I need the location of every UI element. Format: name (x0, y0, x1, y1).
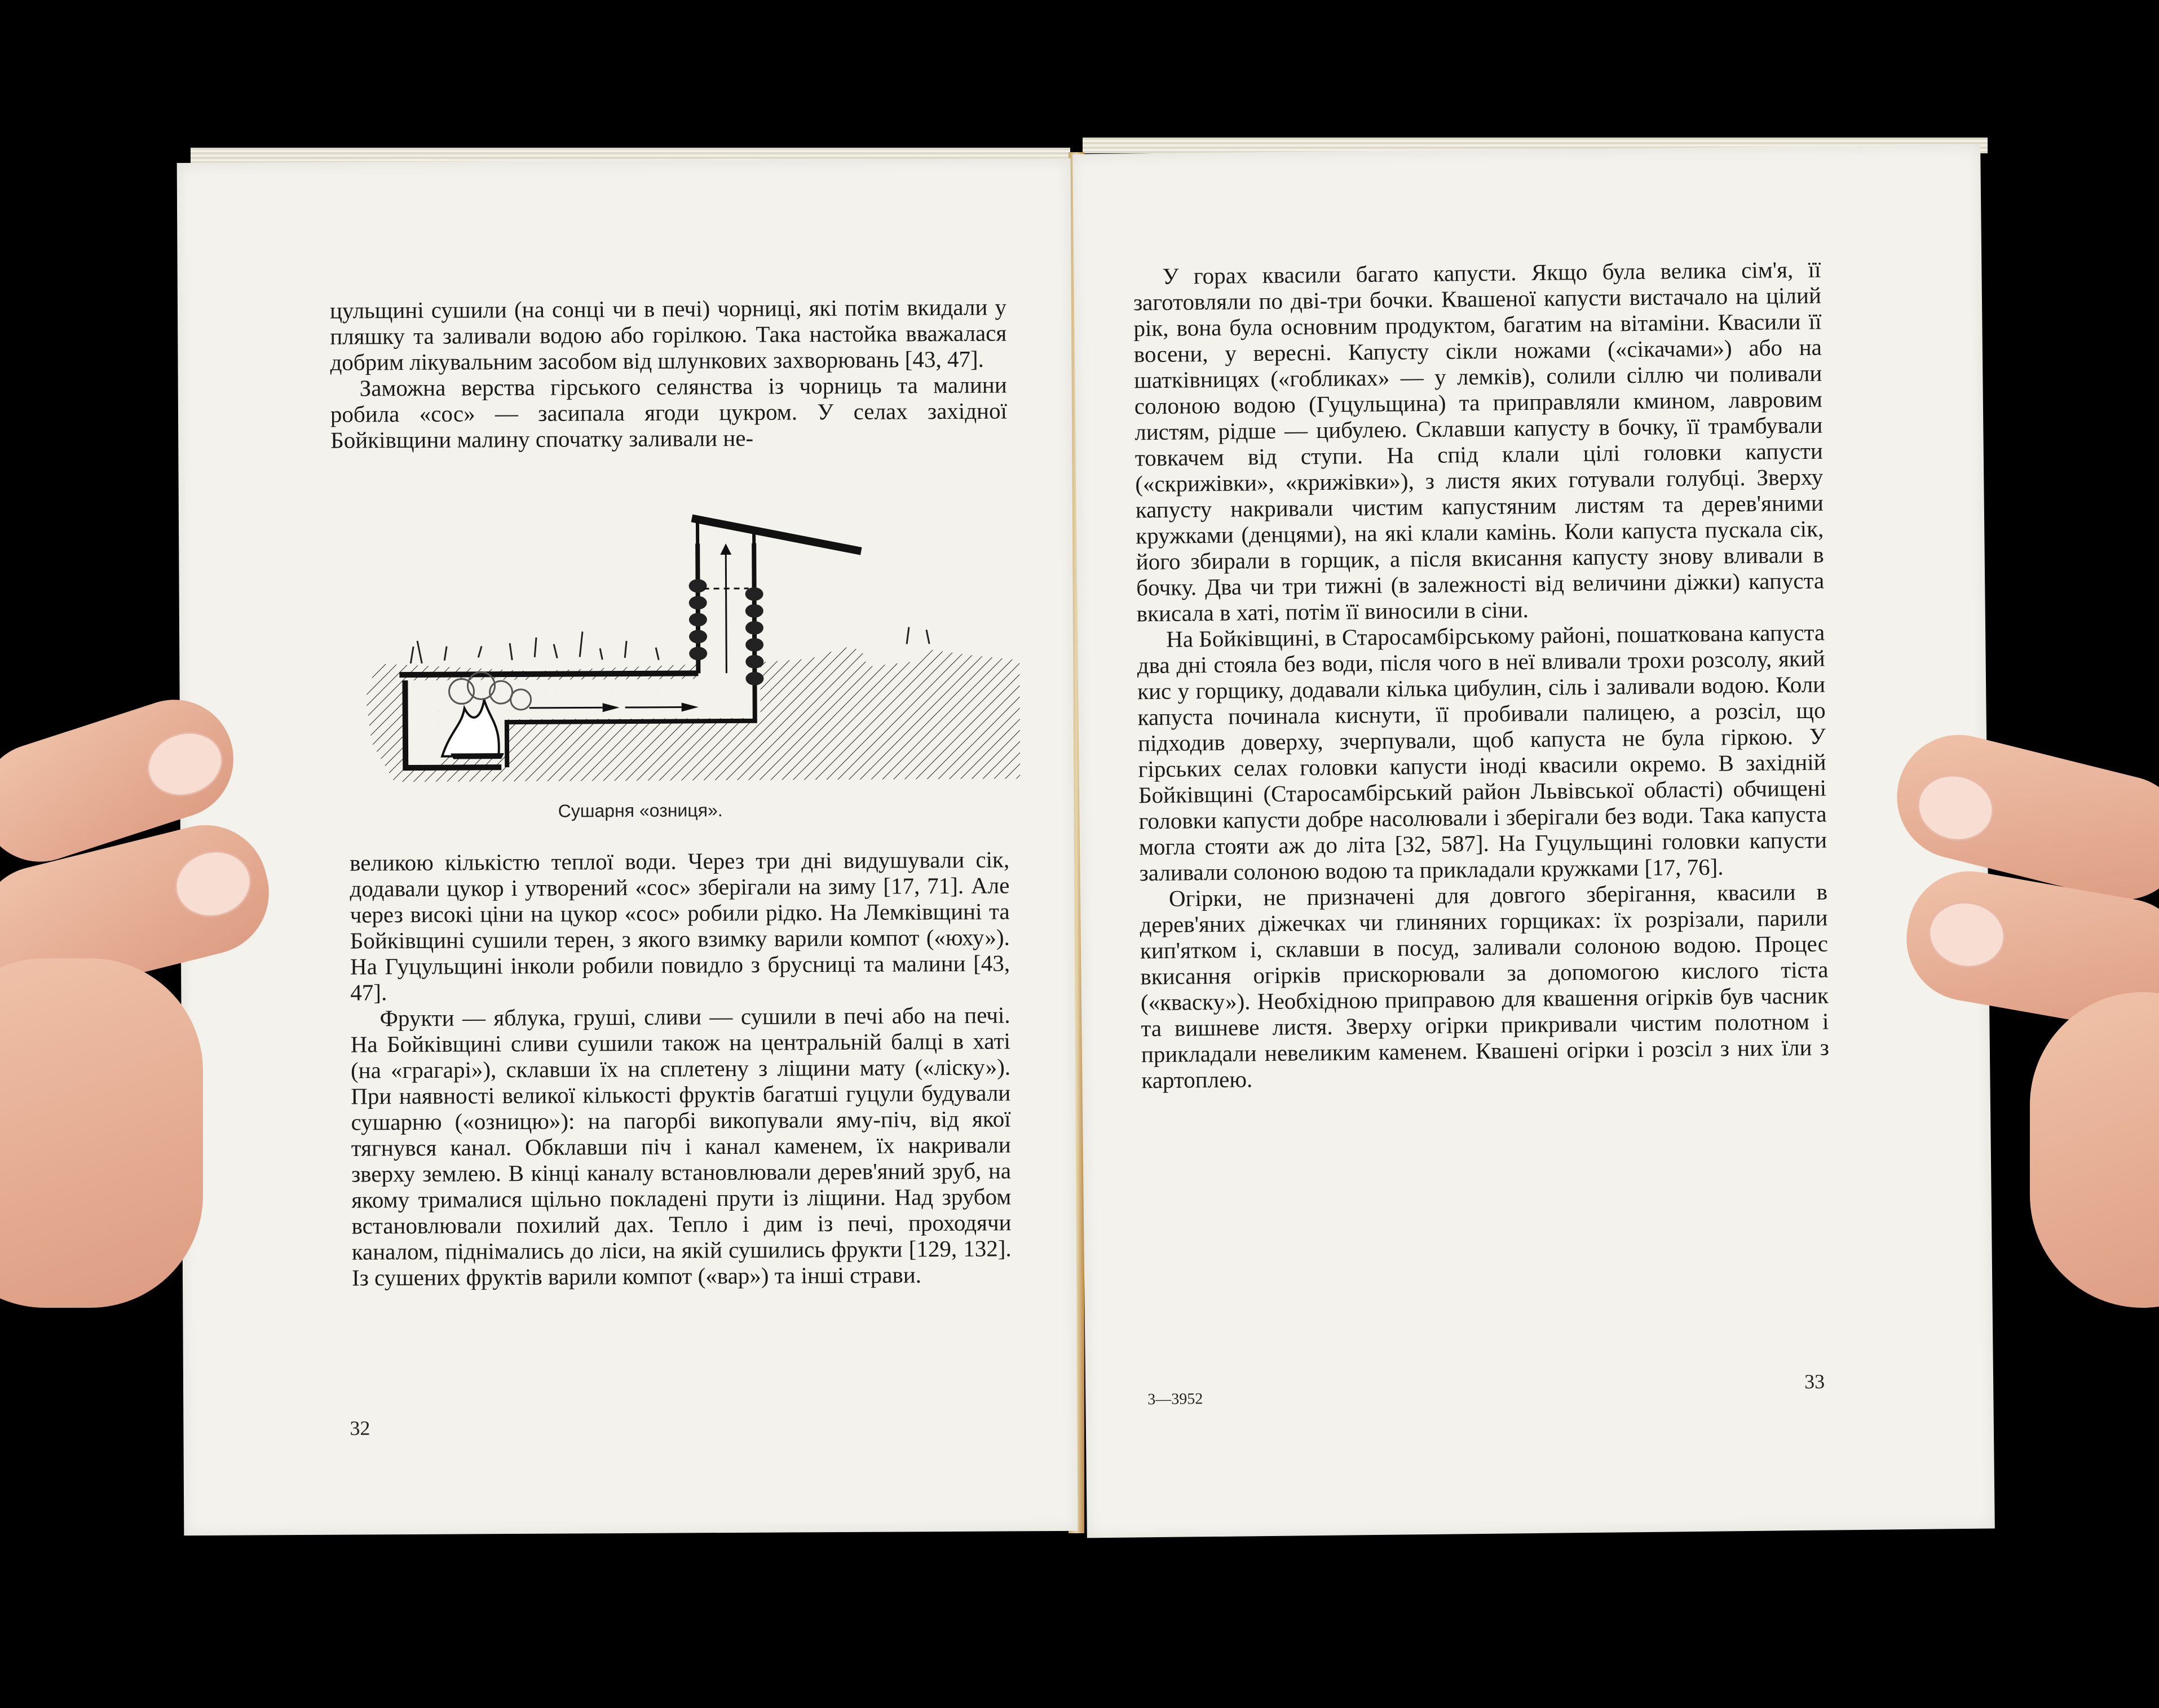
left-page (177, 158, 1078, 1536)
printer-signature: 3—3952 (1147, 1390, 1203, 1409)
drying-kiln-illustration (364, 457, 1020, 782)
paragraph: Заможна верства гірського селянства із чорниць та малини робила «сос» — засипала ягоди цукром. У селах західної Бойківщини малину спочатку заливали не- (330, 371, 1008, 453)
left-hand-palm (0, 958, 203, 1308)
paragraph: У горах квасили багато капусти. Якщо була велика сім'я, її заготовляли по дві-три бочки. Квашеної капусти вистачало на цілий рік, вона була основним продуктом, багатим на вітаміни. Квасили її восени, у вересні. Капусту сікли ножами («сікачами») або на шатківницях («гобликах» — у лемків), солили сіллю чи поливали солоною водою (Гуцульщина) та приправляли кмином, лавровим листям, рідше — цибулею. Склавши капусту в бочку, її трамбували товкачем від ступи. На спід клали цілі головки капусти («скрижівки», «крижівки»), з листя яких готували голубці. Зверху капусту накривали чистим капустяним листям та дерев'яними кружками (денцями), на які клали камінь. Коли капуста пускала сік, його збирали в горщик, а після вкисання капусту знову вливали в бочку. Два чи три тижні (в залежності від величини діжки) капуста вкисала в хаті, потім її виносили в сіни. (1133, 256, 1825, 627)
page-number: 32 (350, 1417, 370, 1440)
right-page (1072, 145, 1995, 1538)
paragraph: Фрукти — яблука, груші, сливи — сушили в печі або на печі. На Бойківщині сливи сушили також на центральній балці в хаті (на «грагарі»), склавши їх на сплетену з ліщини мату («ліску»). При наявності великої кількості фруктів багатші гуцули будували сушарню («озницю»): на пагорбі викопували яму-піч, від якої тягнувся канал. Обклавши піч і канал каменем, їх накривали зверху землею. В кінці каналу встановлювали дерев'яний зруб, на якому трималися щільно покладені прути із ліщини. Над зрубом встановлювали похилий дах. Тепло і дим із печі, проходячи каналом, піднімались до ліси, на якій сушились фрукти [129, 132]. Із сушених фруктів варили компот («вар») та інші страви. (350, 1002, 1012, 1291)
paragraph: На Бойківщині, в Старосамбірському районі, пошаткована капуста два дні стояла без води, після чого в неї вливали трохи розсолу, який кис у горщику, додавали кілька цибулин, сіль і заливали водою. Коли капуста починала киснути, її пробивали палицею, а розсіл, що підходив доверху, зчерпували, щоб капуста не була гіркою. У гірських селах головки капусти іноді квасили окремо. В західній Бойківщині (Старосамбірський район Львівської області) обчищені головки капусти добре насолювали і зберігали без води. Така капуста могла стояти аж до літа [32, 587]. На Гуцульщині головки капусти заливали солоною водою та прикладали кружками [17, 76]. (1137, 619, 1827, 886)
paragraph: великою кількістю теплої води. Через три дні видушували сік, додавали цукор і утворений «сос» зберігали на зиму [17, 71]. Але через високі ціни на цукор «сос» робили рідко. На Лемківщині та Бойківщині сушили терен, з якого взимку варили компот («юху»). На Гуцульщині інколи робили повидло з брусниці та малини [43, 47]. (350, 846, 1010, 1006)
left-text-top (330, 294, 1007, 453)
left-text-bottom (350, 846, 1012, 1290)
paragraph: Огірки, не призначені для довгого зберігання, квасили в дерев'яних діжечках чи глиняних горщиках: їх розрізали, парили кип'ятком і, склавши в посуд, заливали солоною водою. Процес вкисання огірків прискорювали за допомогою кислого тіста («кваску»). Необхідною приправою для квашення огірків був часник та вишневе листя. Зверху огірки прикривали чистим полотном і прикладали невеликим каменем. Квашені огірки і розсіл з них їли з картоплею. (1140, 878, 1830, 1094)
right-text (1133, 256, 1829, 1094)
paragraph: цульщині сушили (на сонці чи в печі) чорниці, які потім вкидали у пляшку та заливали водою або горілкою. Така настойка вважалася добрим лікувальним засобом від шлункових захворювань [43, 47]. (329, 294, 1007, 375)
figure-caption: Сушарня «озниця». (558, 800, 723, 821)
page-number: 33 (1804, 1370, 1825, 1393)
right-hand-palm (2030, 992, 2159, 1308)
